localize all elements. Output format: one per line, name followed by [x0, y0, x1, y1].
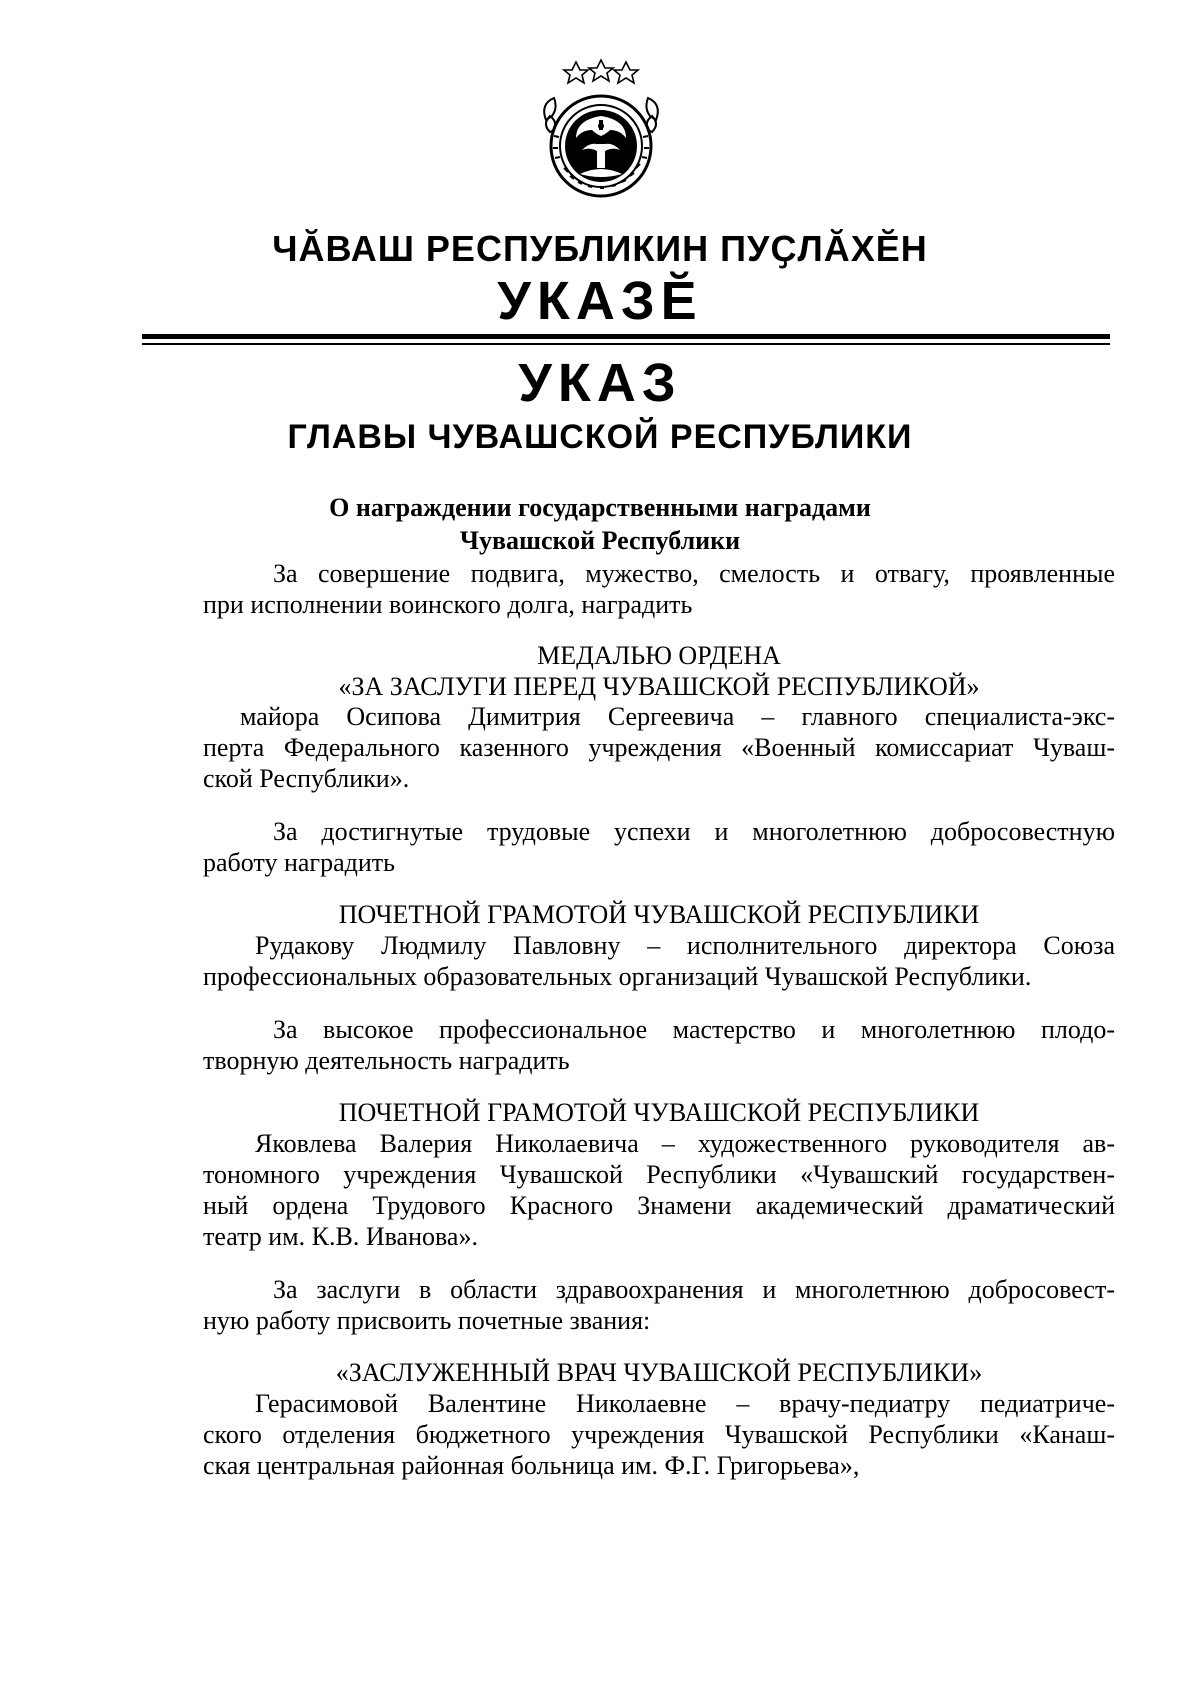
body-line: За достигнутые трудовые успехи и многолетнюю добросовестную: [273, 817, 1115, 846]
award-name: МЕДАЛЬЮ ОРДЕНА: [537, 641, 781, 670]
body-line: тономного учреждения Чувашской Республики «Чувашский государствен-: [203, 1160, 1115, 1189]
body-line: Рудакову Людмилу Павловну – исполнительного директора Союза: [255, 931, 1115, 960]
header-russian-line2: ГЛАВЫ ЧУВАШСКОЙ РЕСПУБЛИКИ: [287, 418, 913, 456]
decree-title-line2: Чувашской Республики: [459, 526, 741, 555]
body-line: перта Федерального казенного учреждения «Военный комиссариат Чуваш-: [203, 733, 1115, 762]
award-name: ПОЧЕТНОЙ ГРАМОТОЙ ЧУВАШСКОЙ РЕСПУБЛИКИ: [338, 900, 980, 929]
body-line: театр им. К.В. Иванова».: [203, 1222, 478, 1251]
body-line: творную деятельность наградить: [203, 1046, 570, 1075]
body-line: ской Республики».: [203, 764, 410, 793]
award-name: «ЗАСЛУЖЕННЫЙ ВРАЧ ЧУВАШСКОЙ РЕСПУБЛИКИ»: [335, 1358, 983, 1387]
body-line: работу наградить: [203, 848, 395, 877]
decree-title-line1: О награждении государственными наградами: [329, 493, 871, 522]
body-line: ную работу присвоить почетные звания:: [203, 1306, 651, 1335]
body-line: За заслуги в области здравоохранения и многолетнюю добросовест-: [273, 1275, 1115, 1304]
header-russian-line1: УКАЗ: [518, 353, 682, 413]
header-divider-thick: [142, 334, 1110, 339]
body-line: Герасимовой Валентине Николаевне – врачу-педиатру педиатриче-: [255, 1389, 1115, 1418]
body-line: ская центральная районная больница им. Ф.Г. Григорьева»,: [203, 1451, 860, 1480]
header-divider-thin: [142, 343, 1110, 345]
decree-title: [0, 491, 1200, 557]
body-line: ный ордена Трудового Красного Знамени академический драматический: [203, 1191, 1115, 1220]
body-line: профессиональных образовательных организаций Чувашской Республики.: [203, 962, 1032, 991]
body-line: при исполнении воинского долга, наградить: [203, 590, 693, 619]
chuvash-coat-of-arms-icon: [540, 58, 662, 208]
body-line: Яковлева Валерия Николаевича – художественного руководителя ав-: [255, 1129, 1115, 1158]
award-name: «ЗА ЗАСЛУГИ ПЕРЕД ЧУВАШСКОЙ РЕСПУБЛИКОЙ»: [338, 672, 980, 701]
emblem-stars: [564, 60, 638, 83]
body-line: За совершение подвига, мужество, смелость и отвагу, проявленные: [273, 559, 1115, 588]
header-chuvash-line2: УКАЗӖ: [497, 271, 703, 331]
header-chuvash-line1: ЧӐВАШ РЕСПУБЛИКИН ПУҪЛӐХӖН: [272, 228, 928, 269]
body-line: ского отделения бюджетного учреждения Чувашской Республики «Канаш-: [203, 1420, 1115, 1449]
body-line: За высокое профессиональное мастерство и многолетнюю плодо-: [273, 1015, 1115, 1044]
body-line: майора Осипова Димитрия Сергеевича – главного специалиста-экс-: [240, 702, 1115, 731]
award-name: ПОЧЕТНОЙ ГРАМОТОЙ ЧУВАШСКОЙ РЕСПУБЛИКИ: [338, 1098, 980, 1127]
